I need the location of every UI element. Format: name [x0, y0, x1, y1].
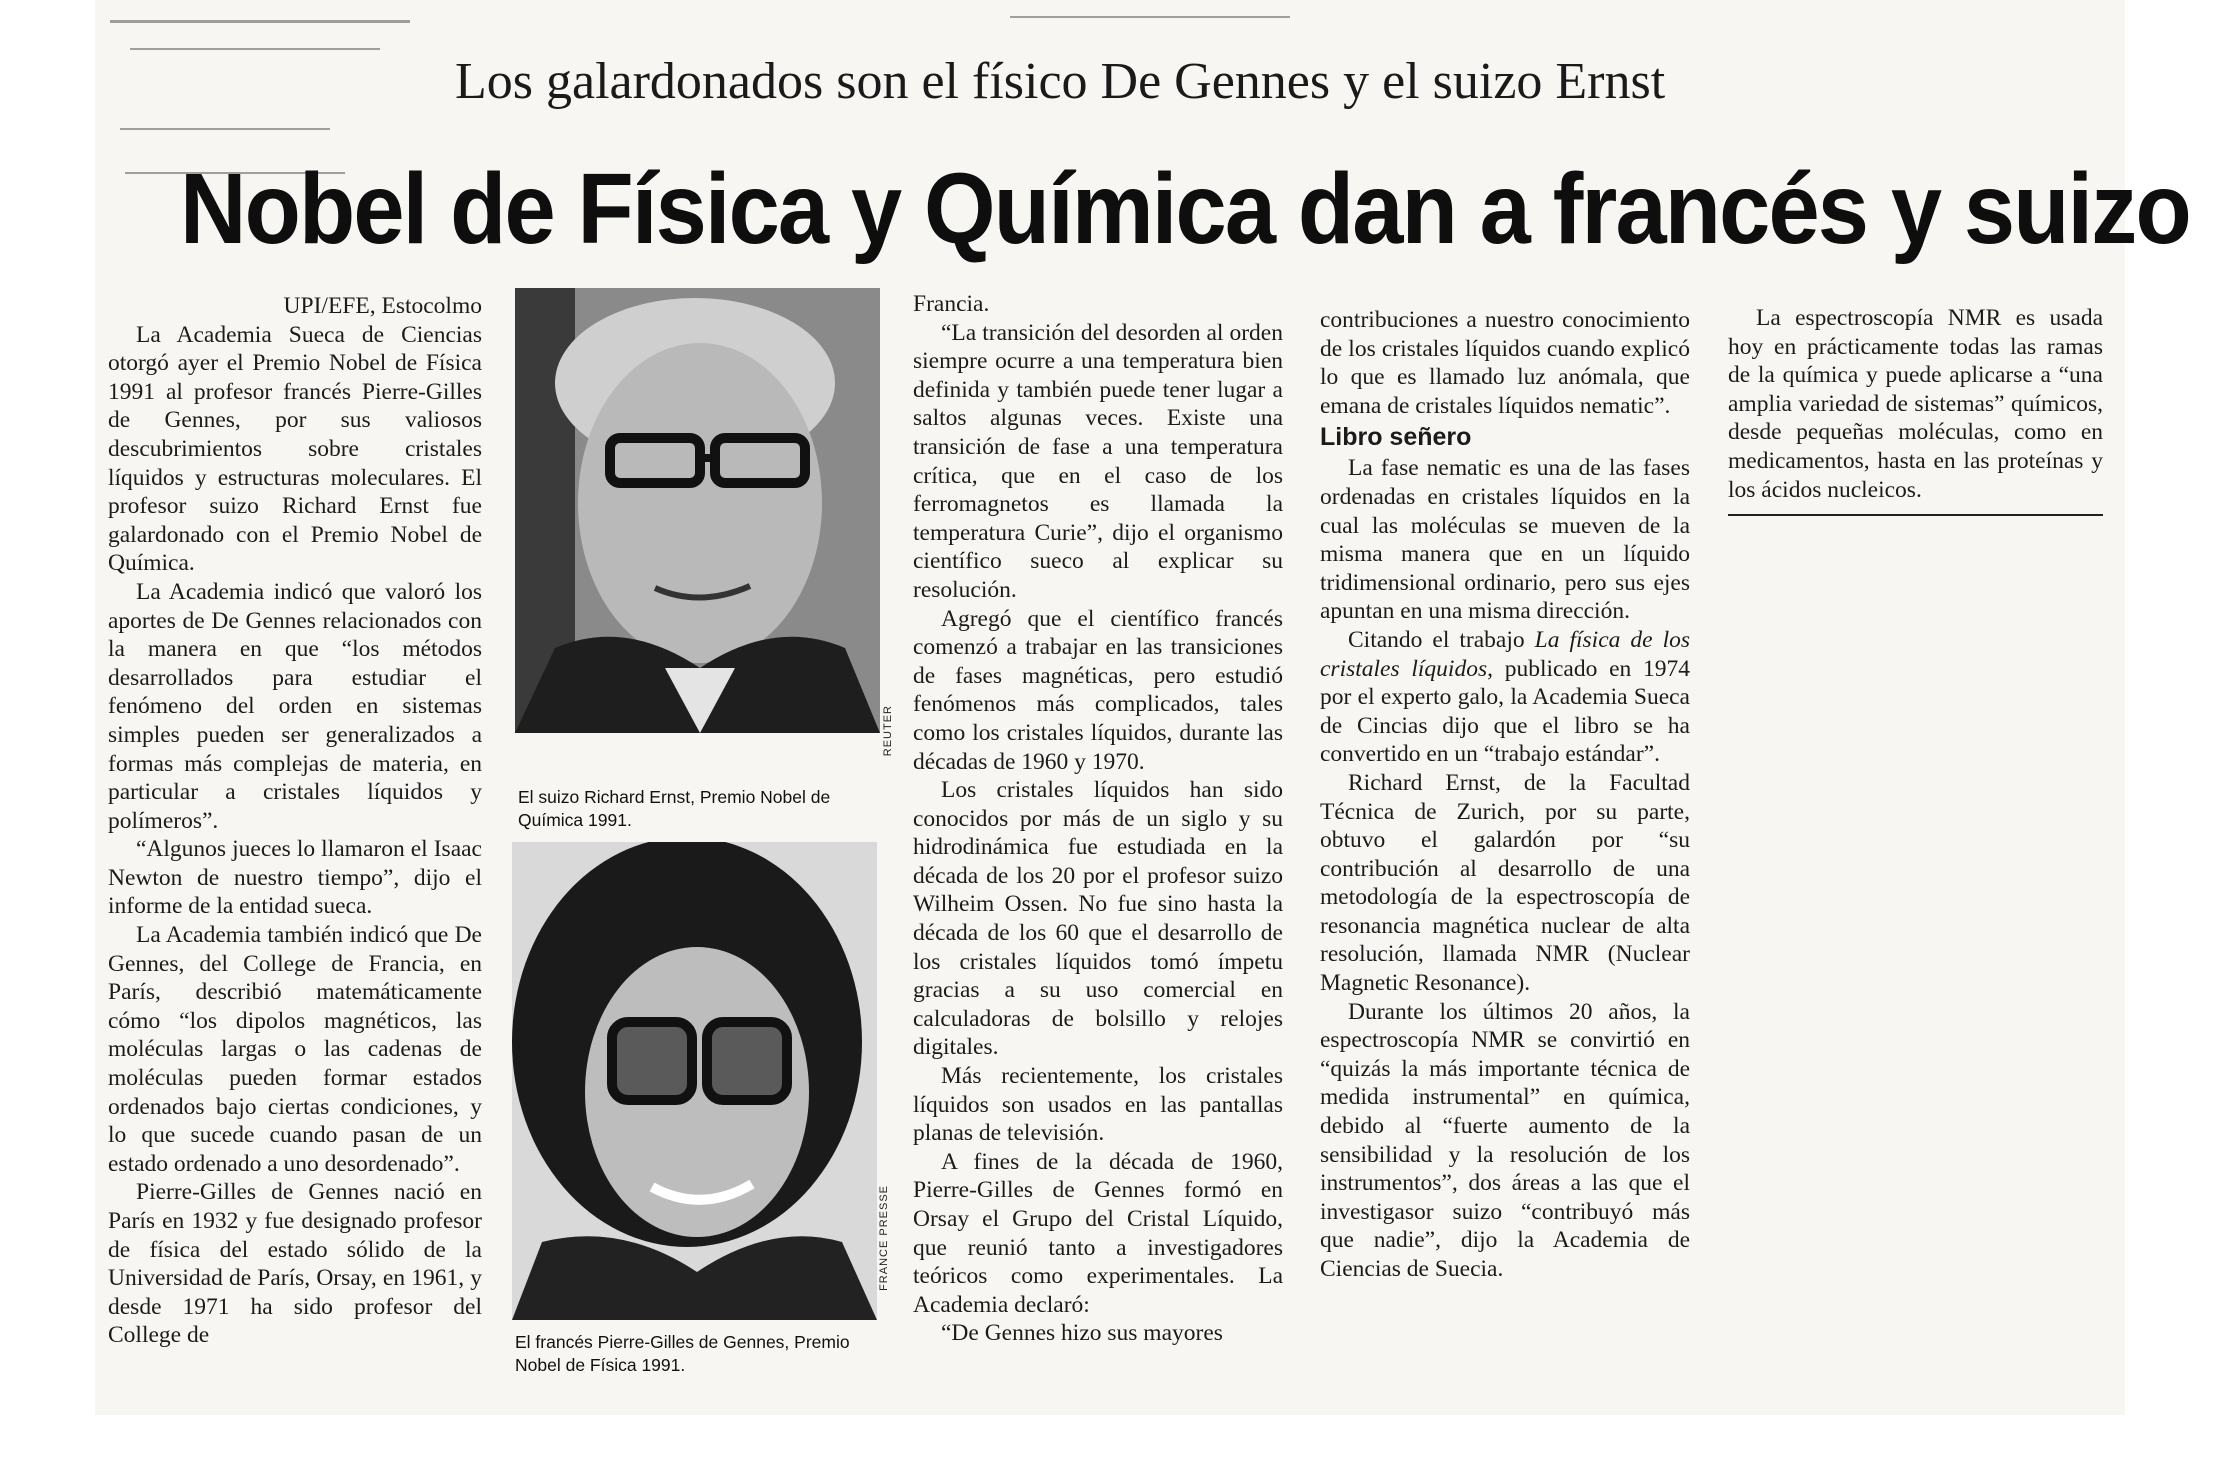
paragraph: Durante los últimos 20 años, la espectroscopía NMR se convirtió en “quizás la más importante técnica de medida instrumental” en química, debido al “fuerte aumento de la sensibilidad y la resolución de los instrumentos”, dos áreas a las que el investigasor suizo “contribuyó más que nadie”, dijo la Academia de Ciencias de Suecia. [1320, 998, 1690, 1282]
paragraph: Francia. [913, 291, 990, 317]
scan-speck [120, 128, 330, 130]
photo-richard-ernst [515, 288, 880, 733]
paragraph: contribuciones a nuestro conocimiento de los cristales líquidos cuando explicó lo que es llamado luz anómala, que emana de cristales líquidos nematic”. [1320, 307, 1690, 419]
paragraph: “Algunos jueces lo llamaron el Isaac Newton de nuestro tiempo”, dijo el informe de la entidad sueca. [108, 836, 482, 920]
scan-speck [1010, 16, 1290, 18]
kicker-title: Los galardonados son el físico De Gennes y el suizo Ernst [455, 53, 1666, 110]
column-5 [1728, 304, 2103, 516]
paragraph: A fines de la década de 1960, Pierre-Gilles de Gennes formó en Orsay el Grupo del Cristal Líquido, que reunió tanto a investigadores teóricos como experimentales. La Academia declaró: [913, 1148, 1283, 1318]
headline: Nobel de Física y Química dan a francés y suizo [180, 153, 2190, 265]
paragraph: “De Gennes hizo sus mayores [941, 1320, 1223, 1347]
caption-de-gennes: El francés Pierre-Gilles de Gennes, Premio Nobel de Física 1991. [515, 1332, 850, 1375]
portrait-ernst-graphic [515, 288, 880, 733]
portrait-de-gennes-graphic [512, 842, 877, 1320]
subhead-libro-senero: Libro señero [1320, 423, 1472, 452]
caption-ernst: El suizo Richard Ernst, Premio Nobel de Química 1991. [518, 787, 831, 830]
end-rule [1728, 514, 2103, 516]
photo-credit-france-presse: FRANCE PRESSE [878, 1185, 890, 1291]
column-1 [108, 292, 482, 1350]
paragraph-citing [1320, 626, 1690, 769]
photo-pierre-gilles-de-gennes [512, 842, 877, 1320]
book-title: La física de los cristales líquidos [1320, 626, 1690, 682]
citing-text: , publicado en 1974 por el experto galo, la Academia Sueca de Cincias dijo que el libro se ha convertido en un “trabajo estándar”. [1320, 655, 1690, 768]
paragraph: Agregó que el científico francés comenzó a trabajar en las transiciones de fases magnéticas, pero estudió fenómenos más complicados, tales como los cristales líquidos, durante las décadas de 1960 y 1970. [913, 605, 1283, 775]
paragraph: La Academia indicó que valoró los aportes de De Gennes relacionados con la manera en que “los métodos desarrollados para estudiar el fenómeno del orden en sistemas simples pueden ser generalizados a formas más complejas de materia, en particular a cristales líquidos y polímeros”. [108, 578, 482, 834]
paragraph: La Academia Sueca de Ciencias otorgó ayer el Premio Nobel de Física 1991 al profesor francés Pierre-Gilles de Gennes, por sus valiosos descubrimientos sobre cristales líquidos y estructuras moleculares. El profesor suizo Richard Ernst fue galardonado con el Premio Nobel de Química. [108, 321, 482, 577]
photo-credit-reuter: REUTER [882, 705, 894, 757]
paragraph: “La transición del desorden al orden siempre ocurre a una temperatura bien definida y también puede tener lugar a saltos algunas veces. Existe una transición de fase a una temperatura crítica, que en el caso de los ferromagnetos es llamada la temperatura Curie”, dijo el organismo científico sueco al explicar su resolución. [913, 319, 1283, 603]
column-4 [1320, 306, 1690, 1284]
paragraph: Richard Ernst, de la Facultad Técnica de Zurich, por su parte, obtuvo el galardón por “su contribución al desarrollo de una metodología de la espectroscopía de resonancia magnética nuclear de alta resolución, llamada NMR (Nuclear Magnetic Resonance). [1320, 769, 1690, 997]
paragraph: La fase nematic es una de las fases ordenadas en cristales líquidos en la cual las moléculas se mueven de la misma manera que en un líquido tridimensional ordinario, pero sus ejes apuntan en una misma dirección. [1320, 455, 1690, 625]
paragraph: Más recientemente, los cristales líquidos son usados en las pantallas planas de televisión. [913, 1063, 1283, 1147]
dateline: UPI/EFE, Estocolmo [283, 293, 482, 319]
paragraph: La espectroscopía NMR es usada hoy en prácticamente todas las ramas de la química y puede aplicarse a “una amplia variedad de sistemas” químicos, desde pequeñas moléculas, como en medicamentos, hasta en las proteínas y los ácidos nucleicos. [1728, 305, 2103, 503]
paragraph: Pierre-Gilles de Gennes nació en París en 1932 y fue designado profesor de física del estado sólido de la Universidad de París, Orsay, en 1961, y desde 1971 ha sido profesor del College de [108, 1179, 482, 1349]
column-3 [913, 290, 1283, 1348]
scan-speck [130, 48, 380, 50]
paragraph: La Academia también indicó que De Gennes, del College de Francia, en París, describió matemáticamente cómo “los dipolos magnéticos, las moléculas largas o las cadenas de moléculas pueden formar estados ordenados bajo ciertas condiciones, y lo que sucede cuando pasan de un estado ordenado a uno desordenado”. [108, 922, 482, 1177]
citing-text: Citando el trabajo [1348, 626, 1535, 653]
scan-speck [110, 20, 410, 23]
paragraph: Los cristales líquidos han sido conocidos por más de un siglo y su hidrodinámica fue estudiada en la década de los 20 por el profesor suizo Wilheim Ossen. No fue sino hasta la década de los 60 que el desarrollo de los cristales líquidos tomó ímpetu gracias a su uso comercial en calculadoras de bolsillo y relojes digitales. [913, 777, 1283, 1061]
